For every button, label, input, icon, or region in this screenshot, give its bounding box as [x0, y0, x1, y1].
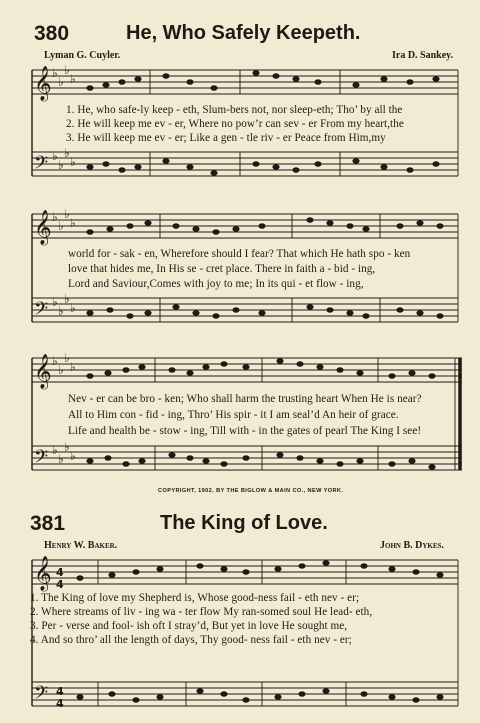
- svg-text:𝄢: 𝄢: [34, 153, 49, 178]
- svg-text:𝄢: 𝄢: [34, 683, 49, 708]
- lyric-line: 1. The King of love my Shepherd is, Whose good-ness fail - eth nev - er;: [30, 592, 360, 604]
- svg-text:𝄞: 𝄞: [34, 354, 52, 389]
- lyric-line: Life and health be - stow - ing, Till with - in the gates of pearl The King I see!: [68, 425, 422, 437]
- svg-text:♭: ♭: [70, 360, 76, 374]
- svg-text:♭: ♭: [64, 440, 70, 454]
- svg-text:4: 4: [56, 685, 64, 698]
- svg-text:♭: ♭: [58, 452, 64, 466]
- svg-text:𝄢: 𝄢: [34, 447, 49, 472]
- lyricist-credit-381: Henry W. Baker.: [44, 540, 118, 551]
- svg-text:♭: ♭: [52, 149, 58, 163]
- svg-text:4: 4: [56, 697, 64, 710]
- svg-text:♭: ♭: [64, 351, 70, 365]
- svg-text:4: 4: [56, 566, 64, 579]
- lyric-line: 2. He will keep me ev - er, Where no pow’r can sev - er From my heart,the: [66, 118, 404, 130]
- svg-text:♭: ♭: [52, 354, 58, 368]
- lyric-line: love that hides me, In His se - cret place. There in faith a - bid - ing,: [68, 263, 376, 275]
- svg-text:♭: ♭: [58, 158, 64, 172]
- svg-text:♭: ♭: [52, 443, 58, 457]
- svg-text:4: 4: [56, 578, 64, 591]
- lyric-line: world for - sak - en, Wherefore should I fear? That which He hath spo - ken: [68, 248, 411, 260]
- lyric-line: 2. Where streams of liv - ing wa - ter flow My ran-somed soul He lead- eth,: [30, 606, 373, 618]
- svg-text:♭: ♭: [52, 66, 58, 80]
- svg-text:♭: ♭: [64, 207, 70, 221]
- svg-text:♭: ♭: [58, 219, 64, 233]
- svg-text:♭: ♭: [70, 449, 76, 463]
- svg-text:𝄞: 𝄞: [34, 210, 52, 245]
- lyric-line: 1. He, who safe-ly keep - eth, Slum-bers not, nor sleep-eth; Tho’ by all the: [66, 104, 403, 116]
- lyric-line: 4. And so thro’ all the length of days, Thy good- ness fail - eth nev - er;: [30, 634, 352, 646]
- lyric-line: Lord and Saviour,Comes with joy to me; In its qui - et flow - ing,: [68, 278, 364, 290]
- svg-text:♭: ♭: [70, 216, 76, 230]
- lyricist-credit-380: Lyman G. Cuyler.: [44, 50, 121, 61]
- composer-credit-381: John B. Dykes.: [380, 540, 444, 551]
- hymn-number-380: 380: [34, 22, 70, 45]
- lyric-line: 3. Per - verse and fool- ish oft I stray’d, But yet in love He sought me,: [30, 620, 348, 632]
- svg-text:♭: ♭: [52, 295, 58, 309]
- lyric-line: 3. He will keep me ev - er; Like a gen - tle riv - er Peace from Him,my: [66, 132, 386, 144]
- svg-text:♭: ♭: [64, 146, 70, 160]
- svg-text:♭: ♭: [64, 63, 70, 77]
- svg-text:♭: ♭: [58, 75, 64, 89]
- svg-text:𝄞: 𝄞: [34, 66, 52, 101]
- lyric-line: All to Him con - fid - ing, Thro’ His spir - it I am seal’d An heir of grace.: [68, 409, 399, 421]
- svg-text:♭: ♭: [52, 210, 58, 224]
- hymn-number-381: 381: [30, 512, 66, 535]
- hymn-title-380: He, Who Safely Keepeth.: [126, 22, 361, 44]
- lyric-line: Nev - er can be bro - ken; Who shall harm the trusting heart When He is near?: [68, 393, 422, 405]
- svg-text:♭: ♭: [70, 301, 76, 315]
- copyright-notice: COPYRIGHT, 1902, BY THE BIGLOW & MAIN CO., NEW YORK.: [158, 488, 344, 494]
- svg-text:𝄞: 𝄞: [34, 556, 52, 591]
- svg-text:𝄢: 𝄢: [34, 299, 49, 324]
- hymn-title-381: The King of Love.: [160, 512, 328, 534]
- svg-text:♭: ♭: [70, 72, 76, 86]
- svg-text:♭: ♭: [58, 363, 64, 377]
- svg-text:♭: ♭: [70, 155, 76, 169]
- svg-text:♭: ♭: [64, 292, 70, 306]
- svg-text:♭: ♭: [58, 304, 64, 318]
- composer-credit-380: Ira D. Sankey.: [392, 50, 454, 61]
